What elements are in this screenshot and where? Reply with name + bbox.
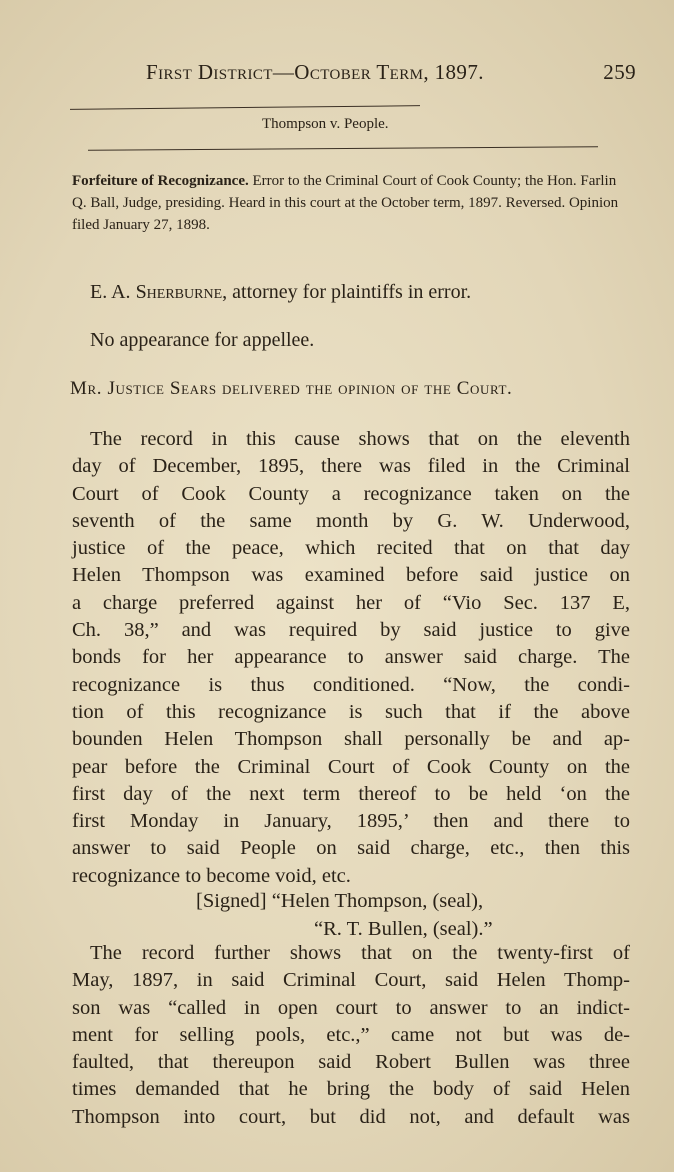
body-line: times demanded that he bring the body of said Helen xyxy=(72,1078,630,1101)
body-line: recognizance to become void, etc. xyxy=(72,864,351,887)
body-line: Ch. 38,” and was required by said justice to give xyxy=(72,619,630,642)
running-header xyxy=(146,60,636,85)
running-header-title: First District—October Term, 1897. xyxy=(146,60,484,84)
attorney-line xyxy=(90,281,471,304)
syllabus xyxy=(72,170,632,236)
page-number: 259 xyxy=(603,60,636,84)
body-line: day of December, 1895, there was filed in the Criminal xyxy=(72,455,630,478)
body-line: first Monday in January, 1895,’ then and there to xyxy=(72,810,630,833)
body-line: justice of the peace, which recited that on that day xyxy=(72,537,630,560)
syllabus-lead: Forfeiture of Recognizance. xyxy=(72,173,249,189)
body-line: a charge preferred against her of “Vio Sec. 137 E, xyxy=(72,591,630,614)
signature-line-1: [Signed] “Helen Thompson, (seal), xyxy=(196,890,484,912)
body-line: faulted, that thereupon said Robert Bullen was three xyxy=(72,1051,630,1074)
appearance-line: No appearance for appellee. xyxy=(90,329,315,351)
body-line: answer to said People on said charge, etc., then this xyxy=(72,837,630,860)
case-name: Thompson v. People. xyxy=(262,116,389,132)
body-line: Helen Thompson was examined before said justice on xyxy=(72,564,630,587)
body-line: son was “called in open court to answer to an indict- xyxy=(72,996,630,1019)
opinion-body-continued xyxy=(72,940,630,1131)
body-line: first day of the next term thereof to be held ‘on the xyxy=(72,782,630,805)
body-line: seventh of the same month by G. W. Underwood, xyxy=(72,509,630,532)
signature-line-2: “R. T. Bullen, (seal).” xyxy=(314,917,493,940)
attorney-role: attorney for plaintiffs in error. xyxy=(232,281,472,303)
body-line: tion of this recognizance is such that if the above xyxy=(72,700,630,723)
body-line: Court of Cook County a recognizance taken on the xyxy=(72,482,630,505)
header-rule xyxy=(70,105,420,110)
syllabus-text: Error to the Criminal Court of Cook County; the Hon. Farlin Q. Ball, Judge, presiding. Heard in this court at the October term, 1897. Reversed. Opinion filed January 27, 1898. xyxy=(72,173,619,233)
body-line: The record further shows that on the twenty-first of xyxy=(90,942,630,964)
opinion-heading: Mr. Justice Sears delivered the opinion of the Court. xyxy=(70,378,513,399)
signature-block xyxy=(196,888,616,943)
opinion-body xyxy=(72,426,630,890)
body-line: pear before the Criminal Court of Cook County on the xyxy=(72,755,630,778)
attorney-name: Sherburne, xyxy=(135,281,228,303)
attorney-initials: E. A. xyxy=(90,281,131,303)
body-line: bonds for her appearance to answer said charge. The xyxy=(72,646,630,669)
body-line: ment for selling pools, etc.,” came not but was de- xyxy=(72,1023,630,1046)
case-name-rule xyxy=(88,146,598,151)
body-line: recognizance is thus conditioned. “Now, the condi- xyxy=(72,673,630,696)
body-line: The record in this cause shows that on the eleventh xyxy=(90,428,630,450)
body-line: Thompson into court, but did not, and default was xyxy=(72,1105,630,1128)
body-line: May, 1897, in said Criminal Court, said Helen Thomp- xyxy=(72,969,630,992)
body-line: bounden Helen Thompson shall personally be and ap- xyxy=(72,728,630,751)
